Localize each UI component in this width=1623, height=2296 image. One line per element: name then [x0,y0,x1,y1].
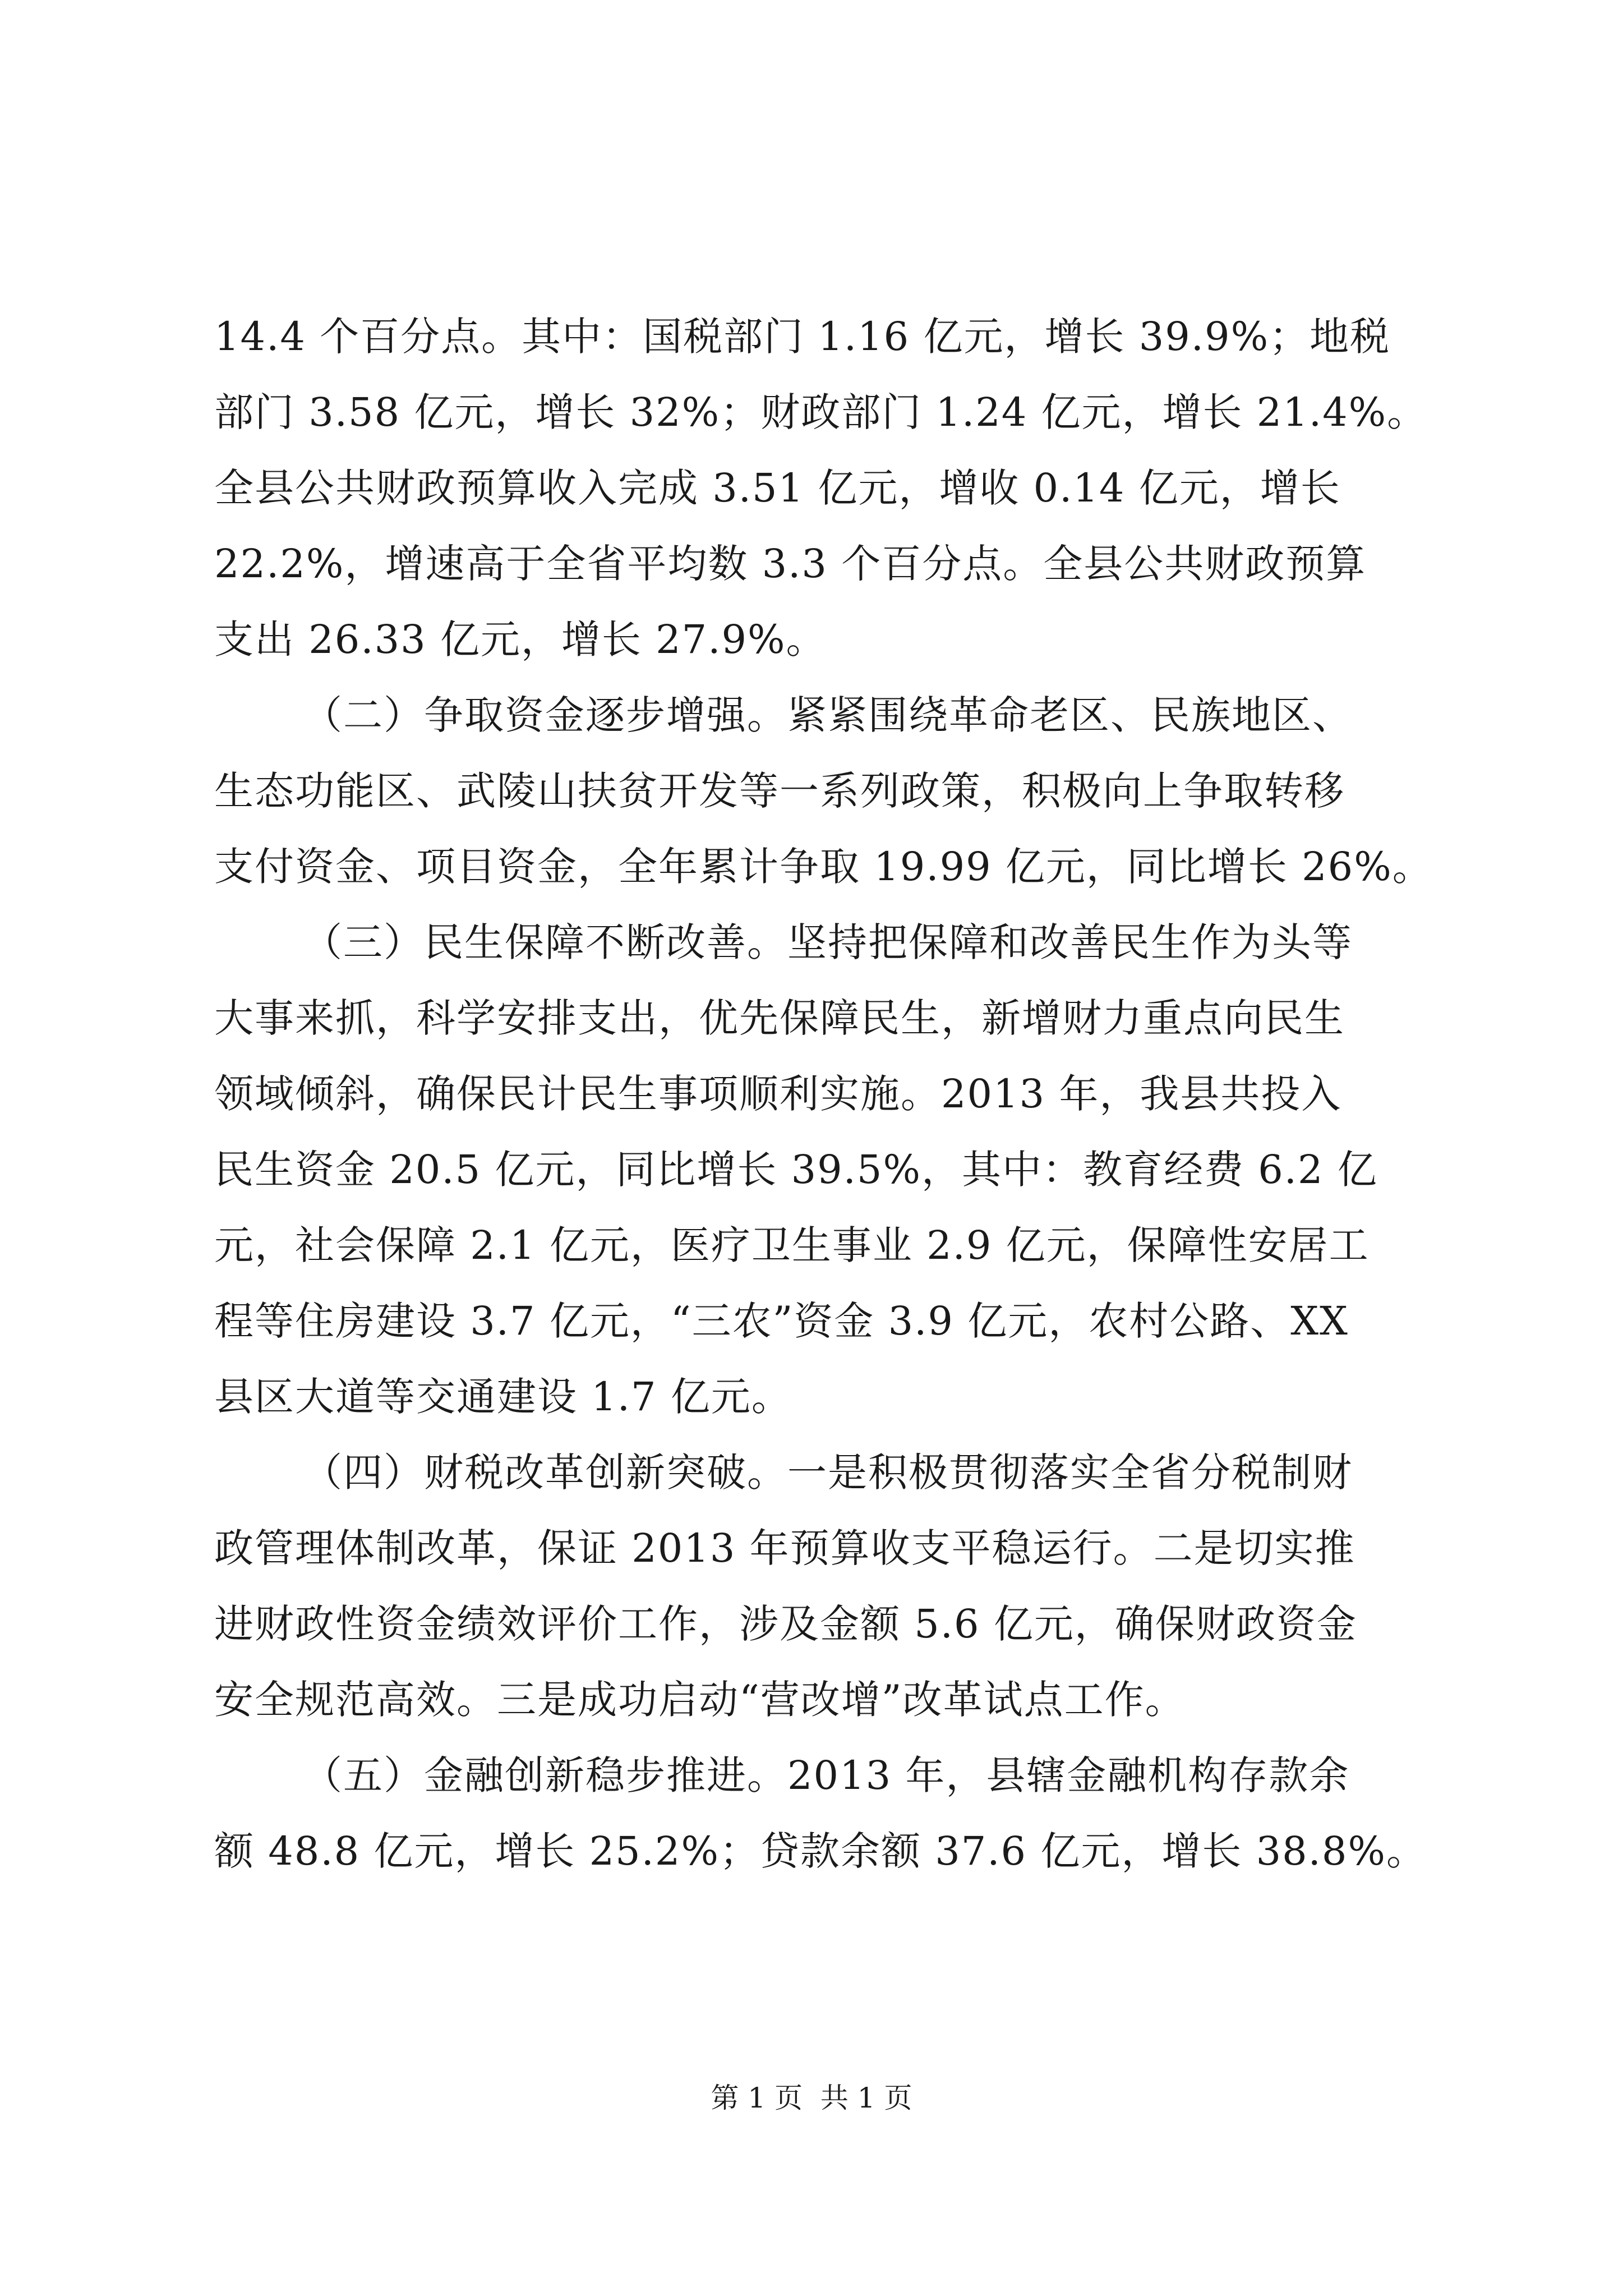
text-line: 生态功能区、武陵山扶贫开发等一系列政策，积极向上争取转移 [214,768,1345,814]
paragraph-heading-3: （三）民生保障不断改善。坚持把保障和改善民生作为头等 [303,919,1353,965]
text-line: 进财政性资金绩效评价工作，涉及金额 5.6 亿元，确保财政资金 [214,1601,1357,1647]
text-line: 22.2%，增速高于全省平均数 3.3 个百分点。全县公共财政预算 [214,541,1367,587]
text-line: 额 48.8 亿元，增长 25.2%；贷款余额 37.6 亿元，增长 38.8%。 [214,1828,1427,1874]
text-line: 领域倾斜，确保民计民生事项顺利实施。2013 年，我县共投入 [214,1071,1342,1117]
text-line: 民生资金 20.5 亿元，同比增长 39.5%，其中：教育经费 6.2 亿 [214,1147,1378,1193]
page-footer: 第 1 页 共 1 页 [711,2082,912,2114]
text-line: 安全规范高效。三是成功启动“营改增”改革试点工作。 [214,1677,1186,1723]
text-line: 部门 3.58 亿元，增长 32%；财政部门 1.24 亿元，增长 21.4%。 [214,389,1428,435]
text-line: 支出 26.33 亿元，增长 27.9%。 [214,616,827,662]
text-line: 大事来抓，科学安排支出，优先保障民生，新增财力重点向民生 [214,995,1345,1041]
text-line: 14.4 个百分点。其中：国税部门 1.16 亿元，增长 39.9%；地税 [214,314,1391,360]
paragraph-heading-2: （二）争取资金逐步增强。紧紧围绕革命老区、民族地区、 [303,692,1353,738]
text-line: 县区大道等交通建设 1.7 亿元。 [214,1374,792,1420]
paragraph-heading-5: （五）金融创新稳步推进。2013 年，县辖金融机构存款余 [303,1752,1350,1798]
text-line: 政管理体制改革，保证 2013 年预算收支平稳运行。二是切实推 [214,1525,1355,1571]
text-line: 程等住房建设 3.7 亿元，“三农”资金 3.9 亿元，农村公路、XX [214,1298,1349,1344]
text-line: 全县公共财政预算收入完成 3.51 亿元，增收 0.14 亿元，增长 [214,465,1341,511]
text-line: 支付资金、项目资金，全年累计争取 19.99 亿元，同比增长 26%。 [214,844,1433,890]
paragraph-heading-4: （四）财税改革创新突破。一是积极贯彻落实全省分税制财 [303,1450,1353,1496]
text-line: 元，社会保障 2.1 亿元，医疗卫生事业 2.9 亿元，保障性安居工 [214,1222,1370,1268]
